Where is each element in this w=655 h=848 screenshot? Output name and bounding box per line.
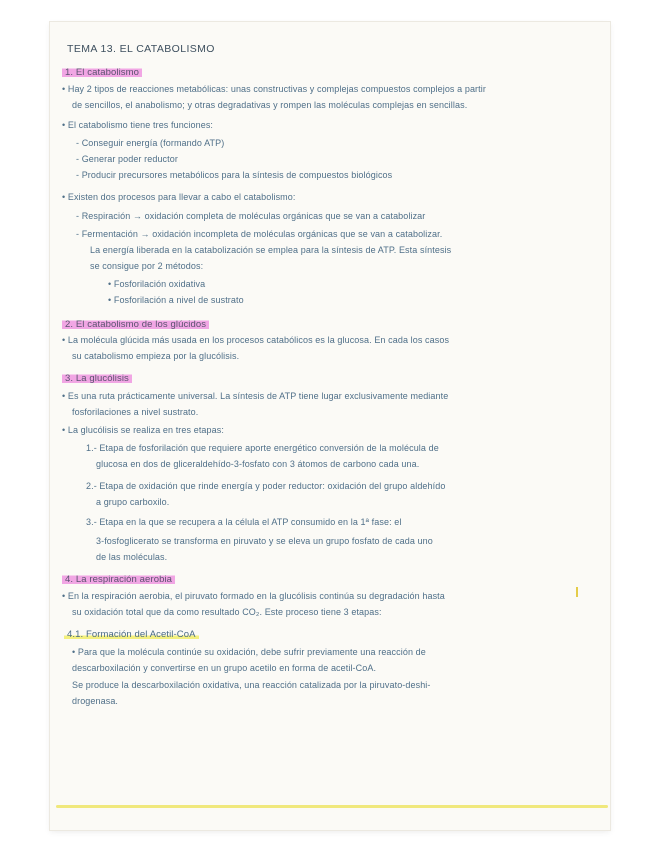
text-line: - Respiración → oxidación completa de moléculas orgánicas que se van a catabolizar (76, 211, 426, 221)
highlighter-mark (576, 587, 578, 597)
text-line: drogenasa. (72, 696, 119, 706)
text-line: su oxidación total que da como resultado CO₂. Este proceso tiene 3 etapas: (72, 607, 382, 617)
text-line: Se produce la descarboxilación oxidativa, una reacción catalizada por la piruvato-deshi- (72, 680, 431, 690)
text-line: 1.- Etapa de fosforilación que requiere aporte energético conversión de la molécula de (86, 443, 439, 453)
text-line: • Existen dos procesos para llevar a cabo el catabolismo: (62, 192, 296, 202)
text-line: descarboxilación y convertirse en un grupo acetilo en forma de acetil-CoA. (72, 663, 377, 673)
text-line: de sencillos, el anabolismo; y otras degradativas y rompen las moléculas complejas en sencillas. (72, 100, 468, 110)
text-line: - Conseguir energía (formando ATP) (76, 138, 225, 148)
text-line: • El catabolismo tiene tres funciones: (62, 120, 214, 130)
text-line: • En la respiración aerobia, el piruvato formado en la glucólisis continúa su degradación hasta (62, 591, 445, 601)
text-line: • Hay 2 tipos de reacciones metabólicas: unas constructivas y complejas compuestos complejos a partir (62, 84, 486, 94)
notebook-page (50, 22, 610, 830)
text-line: • La molécula glúcida más usada en los procesos catabólicos es la glucosa. En cada los casos (62, 335, 450, 345)
text-line: su catabolismo empieza por la glucólisis. (72, 351, 240, 361)
text-line: • Fosforilación oxidativa (108, 279, 206, 289)
section-heading-1: 1. El catabolismo (62, 67, 142, 78)
text-line: La energía liberada en la catabolización se emplea para la síntesis de ATP. Esta síntesis (90, 245, 452, 255)
text-line: 3.- Etapa en la que se recupera a la célula el ATP consumido en la 1ª fase: el (86, 517, 402, 527)
text-line: 2.- Etapa de oxidación que rinde energía y poder reductor: oxidación del grupo aldehído (86, 481, 446, 491)
section-heading-2: 2. El catabolismo de los glúcidos (62, 319, 209, 330)
text-line: • Fosforilación a nivel de sustrato (108, 295, 244, 305)
text-line: - Producir precursores metabólicos para la síntesis de compuestos biológicos (76, 170, 393, 180)
subsection-heading-4-1: 4.1. Formación del Acetil-CoA (64, 629, 199, 640)
section-heading-3: 3. La glucólisis (62, 373, 132, 384)
text-line: fosforilaciones a nivel sustrato. (72, 407, 199, 417)
page-title: TEMA 13. EL CATABOLISMO (67, 43, 215, 55)
page-bottom-highlight (56, 805, 608, 808)
text-line: • La glucólisis se realiza en tres etapas: (62, 425, 224, 435)
text-line: glucosa en dos de gliceraldehído-3-fosfato con 3 átomos de carbono cada una. (96, 459, 420, 469)
text-line: - Fermentación → oxidación incompleta de moléculas orgánicas que se van a catabolizar. (76, 229, 443, 239)
text-line: se consigue por 2 métodos: (90, 261, 204, 271)
text-line: • Es una ruta prácticamente universal. La síntesis de ATP tiene lugar exclusivamente mediante (62, 391, 449, 401)
text-line: de las moléculas. (96, 552, 168, 562)
text-line: - Generar poder reductor (76, 154, 178, 164)
text-line: 3-fosfoglicerato se transforma en piruvato y se eleva un grupo fosfato de cada uno (96, 536, 433, 546)
text-line: • Para que la molécula continúe su oxidación, debe sufrir previamente una reacción de (72, 647, 426, 657)
section-heading-4: 4. La respiración aerobia (62, 574, 175, 585)
text-line: a grupo carboxilo. (96, 497, 170, 507)
